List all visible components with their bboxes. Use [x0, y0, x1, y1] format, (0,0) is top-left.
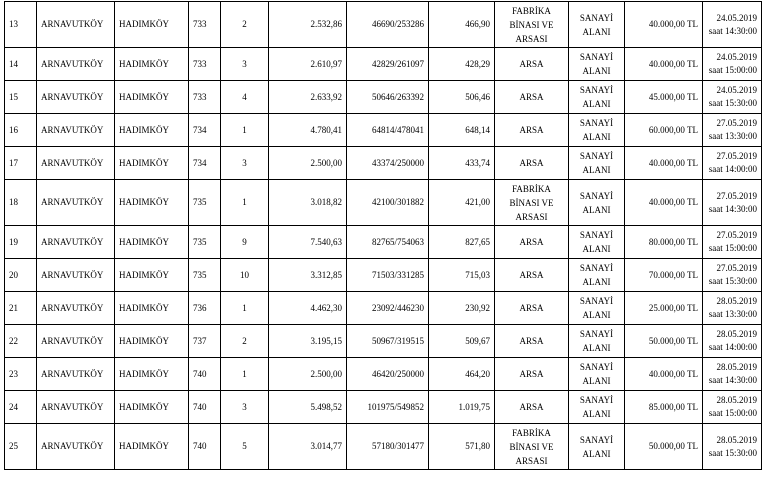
cell-imar: [569, 391, 625, 424]
cell-imar: [569, 424, 625, 470]
cell-imar-line: SANAYİ: [579, 434, 614, 445]
cell-hisse-alan: 428,29: [429, 48, 495, 81]
time-text: saat 15:30:00: [708, 447, 757, 458]
cell-mahalle: HADIMKÖY: [115, 259, 189, 292]
cell-parsel: 10: [221, 259, 269, 292]
table-row: [5, 259, 762, 292]
cell-bedel: 40.000,00 TL: [625, 358, 703, 391]
cell-cins-line: BİNASI VE: [509, 441, 554, 452]
cell-cins-line: ARSASI: [515, 211, 548, 222]
cell-imar-line: ALANI: [582, 376, 611, 386]
time-text: saat 15:00:00: [708, 408, 757, 418]
cell-cins: [495, 81, 569, 114]
cell-hisse: 42100/301882: [347, 180, 429, 226]
cell-alan: 7.540,63: [269, 226, 347, 259]
cell-hisse-alan: 464,20: [429, 358, 495, 391]
cell-bedel: 80.000,00 TL: [625, 226, 703, 259]
cell-ada: 737: [189, 325, 221, 358]
cell-mahalle: HADIMKÖY: [115, 147, 189, 180]
date-text: 27.05.2019: [716, 118, 757, 128]
cell-ilce: ARNAVUTKÖY: [37, 48, 115, 81]
cell-hisse: 43374/250000: [347, 147, 429, 180]
cell-bedel: 40.000,00 TL: [625, 48, 703, 81]
cell-hisse: 50967/319515: [347, 325, 429, 358]
cell-cins-line: ARSASI: [515, 33, 548, 44]
table-row: [5, 391, 762, 424]
cell-sira-no: 18: [5, 180, 37, 226]
cell-sira-no: 23: [5, 358, 37, 391]
cell-mahalle: HADIMKÖY: [115, 114, 189, 147]
cell-tarih-saat: [703, 424, 762, 470]
cell-tarih-saat: [703, 358, 762, 391]
cell-ilce: ARNAVUTKÖY: [37, 147, 115, 180]
cell-cins-line: FABRİKA: [512, 427, 551, 438]
cell-parsel: 1: [221, 114, 269, 147]
cell-imar-line: SANAYİ: [579, 85, 614, 95]
cell-imar-line: SANAYİ: [579, 12, 614, 23]
cell-cins-line: BİNASI VE: [509, 197, 554, 208]
cell-parsel: 4: [221, 81, 269, 114]
cell-hisse-alan: 827,65: [429, 226, 495, 259]
date-text: 27.05.2019: [716, 190, 757, 201]
cell-tarih-saat: [703, 147, 762, 180]
cell-imar-line: ALANI: [582, 277, 611, 287]
cell-bedel: 45.000,00 TL: [625, 81, 703, 114]
cell-parsel: 9: [221, 226, 269, 259]
cell-bedel: 70.000,00 TL: [625, 259, 703, 292]
cell-hisse-alan: 421,00: [429, 180, 495, 226]
cell-alan: 3.312,85: [269, 259, 347, 292]
cell-imar: [569, 114, 625, 147]
cell-ada: 734: [189, 147, 221, 180]
cell-mahalle: HADIMKÖY: [115, 391, 189, 424]
date-text: 24.05.2019: [716, 85, 757, 95]
cell-ada: 733: [189, 81, 221, 114]
cell-cins: [495, 2, 569, 48]
cell-ada: 736: [189, 292, 221, 325]
cell-ilce: ARNAVUTKÖY: [37, 325, 115, 358]
table-row: [5, 2, 762, 48]
cell-mahalle: HADIMKÖY: [115, 292, 189, 325]
cell-tarih-saat: [703, 2, 762, 48]
cell-ilce: ARNAVUTKÖY: [37, 358, 115, 391]
cell-imar-line: SANAYİ: [579, 296, 614, 306]
table-row: [5, 292, 762, 325]
time-text: saat 14:30:00: [708, 203, 757, 214]
cell-imar-line: ALANI: [582, 310, 611, 320]
cell-cins: [495, 391, 569, 424]
cell-imar: [569, 325, 625, 358]
cell-mahalle: HADIMKÖY: [115, 81, 189, 114]
cell-cins: [495, 226, 569, 259]
cell-tarih-saat: [703, 180, 762, 226]
cell-parsel: 5: [221, 424, 269, 470]
cell-bedel: 50.000,00 TL: [625, 424, 703, 470]
auction-table: [4, 1, 762, 470]
cell-tarih-saat: [703, 226, 762, 259]
cell-imar: [569, 48, 625, 81]
cell-imar-line: SANAYİ: [579, 52, 614, 62]
cell-cins-line: BİNASI VE: [509, 19, 554, 30]
cell-imar-line: ALANI: [582, 409, 611, 419]
cell-sira-no: 24: [5, 391, 37, 424]
cell-imar-line: ALANI: [582, 26, 611, 37]
cell-ada: 740: [189, 358, 221, 391]
cell-imar-line: SANAYİ: [579, 362, 614, 372]
cell-parsel: 3: [221, 391, 269, 424]
table-row: [5, 114, 762, 147]
cell-alan: 5.498,52: [269, 391, 347, 424]
cell-alan: 2.500,00: [269, 147, 347, 180]
cell-imar-line: ALANI: [582, 132, 611, 142]
cell-imar-line: SANAYİ: [579, 230, 614, 240]
cell-cins: [495, 358, 569, 391]
cell-ada: 740: [189, 391, 221, 424]
cell-parsel: 1: [221, 292, 269, 325]
cell-cins: [495, 180, 569, 226]
cell-cins-line: ARSA: [519, 125, 544, 135]
cell-parsel: 2: [221, 325, 269, 358]
table-row: [5, 48, 762, 81]
cell-cins-line: ARSA: [519, 303, 544, 313]
cell-alan: 2.610,97: [269, 48, 347, 81]
cell-ilce: ARNAVUTKÖY: [37, 292, 115, 325]
cell-sira-no: 13: [5, 2, 37, 48]
cell-cins-line: ARSA: [519, 369, 544, 379]
cell-hisse: 50646/263392: [347, 81, 429, 114]
cell-bedel: 50.000,00 TL: [625, 325, 703, 358]
cell-hisse-alan: 509,67: [429, 325, 495, 358]
time-text: saat 14:00:00: [708, 342, 757, 352]
cell-mahalle: HADIMKÖY: [115, 48, 189, 81]
cell-imar-line: ALANI: [582, 66, 611, 76]
cell-sira-no: 19: [5, 226, 37, 259]
cell-alan: 4.780,41: [269, 114, 347, 147]
cell-cins: [495, 424, 569, 470]
time-text: saat 15:00:00: [708, 65, 757, 75]
cell-ilce: ARNAVUTKÖY: [37, 226, 115, 259]
time-text: saat 15:00:00: [708, 243, 757, 253]
table-row: [5, 226, 762, 259]
cell-imar: [569, 147, 625, 180]
cell-alan: 4.462,30: [269, 292, 347, 325]
table-row: [5, 180, 762, 226]
cell-tarih-saat: [703, 48, 762, 81]
time-text: saat 15:30:00: [708, 276, 757, 286]
cell-tarih-saat: [703, 81, 762, 114]
cell-imar-line: ALANI: [582, 244, 611, 254]
cell-imar-line: SANAYİ: [579, 329, 614, 339]
cell-ada: 734: [189, 114, 221, 147]
cell-hisse: 42829/261097: [347, 48, 429, 81]
date-text: 28.05.2019: [716, 395, 757, 405]
cell-ilce: ARNAVUTKÖY: [37, 180, 115, 226]
cell-mahalle: HADIMKÖY: [115, 226, 189, 259]
cell-hisse-alan: 506,46: [429, 81, 495, 114]
date-text: 24.05.2019: [716, 12, 757, 23]
cell-alan: 3.018,82: [269, 180, 347, 226]
cell-ilce: ARNAVUTKÖY: [37, 391, 115, 424]
cell-cins: [495, 325, 569, 358]
cell-hisse-alan: 466,90: [429, 2, 495, 48]
cell-sira-no: 25: [5, 424, 37, 470]
cell-mahalle: HADIMKÖY: [115, 325, 189, 358]
cell-hisse: 71503/331285: [347, 259, 429, 292]
cell-sira-no: 14: [5, 48, 37, 81]
cell-imar: [569, 2, 625, 48]
cell-imar: [569, 180, 625, 226]
cell-tarih-saat: [703, 292, 762, 325]
cell-parsel: 3: [221, 147, 269, 180]
cell-ada: 735: [189, 226, 221, 259]
cell-parsel: 1: [221, 358, 269, 391]
date-text: 28.05.2019: [716, 362, 757, 372]
cell-ada: 735: [189, 259, 221, 292]
table-row: [5, 325, 762, 358]
table-row: [5, 424, 762, 470]
cell-imar: [569, 292, 625, 325]
time-text: saat 15:30:00: [708, 98, 757, 108]
cell-hisse-alan: 1.019,75: [429, 391, 495, 424]
cell-hisse-alan: 648,14: [429, 114, 495, 147]
cell-hisse-alan: 433,74: [429, 147, 495, 180]
date-text: 28.05.2019: [716, 329, 757, 339]
cell-ilce: ARNAVUTKÖY: [37, 424, 115, 470]
cell-tarih-saat: [703, 259, 762, 292]
cell-cins-line: ARSA: [519, 336, 544, 346]
cell-mahalle: HADIMKÖY: [115, 2, 189, 48]
cell-cins-line: FABRİKA: [512, 5, 551, 16]
cell-tarih-saat: [703, 391, 762, 424]
date-text: 27.05.2019: [716, 230, 757, 240]
cell-bedel: 85.000,00 TL: [625, 391, 703, 424]
cell-imar-line: SANAYİ: [579, 190, 614, 201]
cell-imar: [569, 358, 625, 391]
cell-mahalle: HADIMKÖY: [115, 358, 189, 391]
table-row: [5, 81, 762, 114]
cell-bedel: 40.000,00 TL: [625, 2, 703, 48]
cell-imar-line: ALANI: [582, 343, 611, 353]
cell-sira-no: 21: [5, 292, 37, 325]
cell-cins: [495, 48, 569, 81]
cell-hisse: 46420/250000: [347, 358, 429, 391]
cell-imar-line: ALANI: [582, 448, 611, 459]
cell-tarih-saat: [703, 114, 762, 147]
cell-sira-no: 22: [5, 325, 37, 358]
cell-imar-line: SANAYİ: [579, 395, 614, 405]
cell-parsel: 2: [221, 2, 269, 48]
date-text: 28.05.2019: [716, 296, 757, 306]
cell-sira-no: 20: [5, 259, 37, 292]
time-text: saat 14:30:00: [708, 375, 757, 385]
cell-bedel: 60.000,00 TL: [625, 114, 703, 147]
cell-hisse: 82765/754063: [347, 226, 429, 259]
date-text: 27.05.2019: [716, 151, 757, 161]
cell-alan: 2.500,00: [269, 358, 347, 391]
cell-hisse: 101975/549852: [347, 391, 429, 424]
cell-mahalle: HADIMKÖY: [115, 180, 189, 226]
table-body: [5, 2, 762, 470]
cell-ada: 733: [189, 48, 221, 81]
cell-sira-no: 16: [5, 114, 37, 147]
cell-imar: [569, 259, 625, 292]
cell-ada: 733: [189, 2, 221, 48]
cell-imar-line: ALANI: [582, 165, 611, 175]
cell-imar: [569, 81, 625, 114]
cell-hisse: 64814/478041: [347, 114, 429, 147]
cell-alan: 3.195,15: [269, 325, 347, 358]
date-text: 27.05.2019: [716, 263, 757, 273]
cell-alan: 3.014,77: [269, 424, 347, 470]
cell-cins-line: ARSA: [519, 237, 544, 247]
cell-hisse: 23092/446230: [347, 292, 429, 325]
cell-ilce: ARNAVUTKÖY: [37, 114, 115, 147]
cell-imar-line: SANAYİ: [579, 118, 614, 128]
date-text: 24.05.2019: [716, 52, 757, 62]
cell-hisse-alan: 571,80: [429, 424, 495, 470]
cell-bedel: 40.000,00 TL: [625, 180, 703, 226]
cell-imar: [569, 226, 625, 259]
cell-cins-line: ARSA: [519, 270, 544, 280]
cell-imar-line: SANAYİ: [579, 151, 614, 161]
cell-cins-line: ARSA: [519, 402, 544, 412]
cell-cins: [495, 292, 569, 325]
cell-imar-line: SANAYİ: [579, 263, 614, 273]
date-text: 28.05.2019: [716, 434, 757, 445]
table-row: [5, 358, 762, 391]
cell-cins: [495, 114, 569, 147]
cell-parsel: 3: [221, 48, 269, 81]
cell-ada: 735: [189, 180, 221, 226]
cell-alan: 2.633,92: [269, 81, 347, 114]
cell-imar-line: ALANI: [582, 99, 611, 109]
cell-bedel: 40.000,00 TL: [625, 147, 703, 180]
cell-hisse: 57180/301477: [347, 424, 429, 470]
cell-cins-line: ARSA: [519, 92, 544, 102]
cell-cins-line: ARSASI: [515, 455, 548, 466]
time-text: saat 14:00:00: [708, 164, 757, 174]
cell-cins-line: FABRİKA: [512, 183, 551, 194]
cell-imar-line: ALANI: [582, 204, 611, 215]
cell-cins: [495, 259, 569, 292]
cell-mahalle: HADIMKÖY: [115, 424, 189, 470]
cell-sira-no: 17: [5, 147, 37, 180]
cell-hisse-alan: 230,92: [429, 292, 495, 325]
cell-sira-no: 15: [5, 81, 37, 114]
cell-alan: 2.532,86: [269, 2, 347, 48]
time-text: saat 13:30:00: [708, 131, 757, 141]
cell-ilce: ARNAVUTKÖY: [37, 259, 115, 292]
time-text: saat 14:30:00: [708, 25, 757, 36]
cell-ilce: ARNAVUTKÖY: [37, 2, 115, 48]
cell-bedel: 25.000,00 TL: [625, 292, 703, 325]
cell-hisse-alan: 715,03: [429, 259, 495, 292]
table-row: [5, 147, 762, 180]
cell-ada: 740: [189, 424, 221, 470]
cell-ilce: ARNAVUTKÖY: [37, 81, 115, 114]
cell-parsel: 1: [221, 180, 269, 226]
time-text: saat 13:30:00: [708, 309, 757, 319]
cell-cins-line: ARSA: [519, 59, 544, 69]
cell-cins: [495, 147, 569, 180]
cell-hisse: 46690/253286: [347, 2, 429, 48]
cell-tarih-saat: [703, 325, 762, 358]
cell-cins-line: ARSA: [519, 158, 544, 168]
